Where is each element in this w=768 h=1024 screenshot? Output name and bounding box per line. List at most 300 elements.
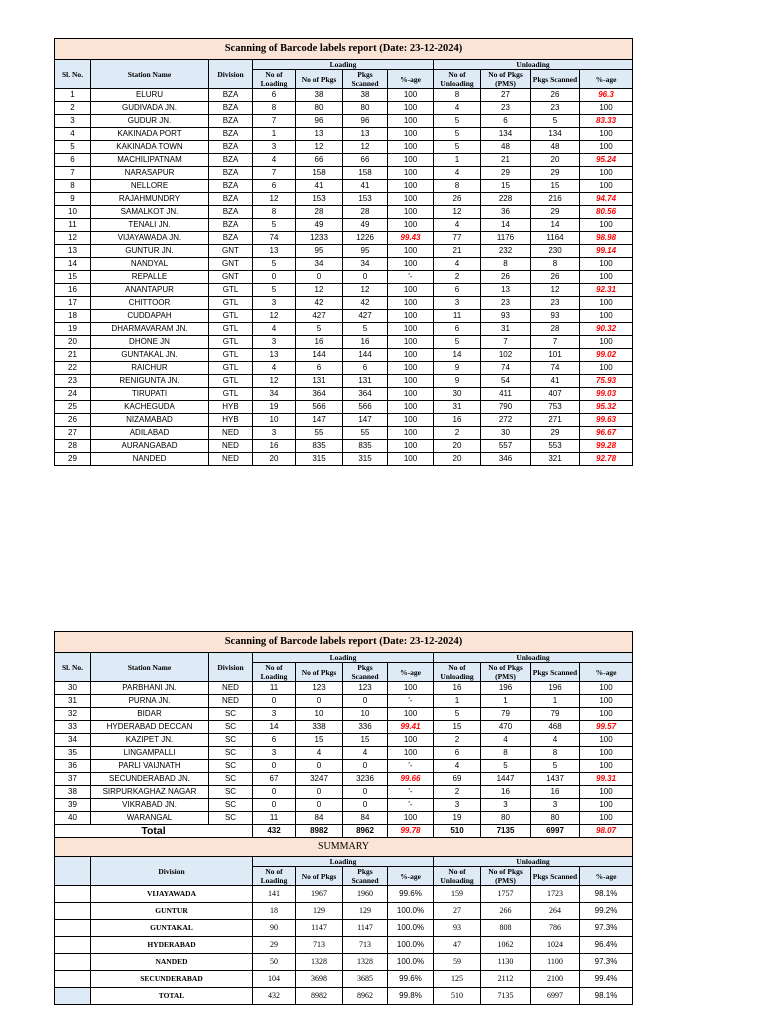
header-loading: Loading	[253, 653, 434, 663]
loading-pct-cell: 99.43	[388, 232, 434, 245]
no-of-pkgs-cell: 12	[296, 284, 343, 297]
total-value: 8982	[296, 825, 343, 838]
summary-value-cell: 1723	[531, 886, 580, 903]
sl-no-cell: 38	[55, 786, 91, 799]
table-row	[55, 375, 633, 388]
no-of-unloading-cell: 20	[434, 453, 481, 466]
summary-blank-cell	[55, 920, 91, 937]
no-of-pkgs-pms-cell: 102	[481, 349, 531, 362]
summary-row	[55, 937, 633, 954]
summary-value-cell: 104	[253, 971, 296, 988]
no-of-unloading-cell: 30	[434, 388, 481, 401]
header-no-of-pkgs-pms: No of Pkgs (PMS)	[481, 70, 531, 89]
unloading-pkgs-scanned-cell: 48	[531, 141, 580, 154]
no-of-pkgs-cell: 49	[296, 219, 343, 232]
total-value: 99.78	[388, 825, 434, 838]
loading-pct-cell: 100	[388, 141, 434, 154]
loading-pct-cell: 100	[388, 734, 434, 747]
summary-value-cell: 264	[531, 903, 580, 920]
no-of-unloading-cell: 2	[434, 271, 481, 284]
no-of-loading-cell: 13	[253, 245, 296, 258]
summary-header-pkgs-scanned: Pkgs Scanned	[343, 867, 388, 886]
no-of-pkgs-cell: 12	[296, 141, 343, 154]
loading-pct-cell: 100	[388, 193, 434, 206]
station-name-cell: TIRUPATI	[91, 388, 209, 401]
pkgs-scanned-cell: 427	[343, 310, 388, 323]
summary-header-pct-unloading: %-age	[580, 867, 633, 886]
sl-no-cell: 32	[55, 708, 91, 721]
division-cell: SC	[209, 773, 253, 786]
division-cell: BZA	[209, 193, 253, 206]
unloading-pkgs-scanned-cell: 4	[531, 734, 580, 747]
summary-value-cell: 3698	[296, 971, 343, 988]
unloading-pkgs-scanned-cell: 28	[531, 323, 580, 336]
total-label: Total	[55, 825, 253, 838]
station-name-cell: LINGAMPALLI	[91, 747, 209, 760]
unloading-pct-cell: 100	[580, 708, 633, 721]
division-cell: GTL	[209, 349, 253, 362]
no-of-unloading-cell: 2	[434, 734, 481, 747]
pkgs-scanned-cell: 41	[343, 180, 388, 193]
no-of-unloading-cell: 19	[434, 812, 481, 825]
no-of-pkgs-pms-cell: 8	[481, 747, 531, 760]
no-of-pkgs-pms-cell: 272	[481, 414, 531, 427]
header-pkgs-scanned: Pkgs Scanned	[343, 663, 388, 682]
pkgs-scanned-cell: 0	[343, 271, 388, 284]
unloading-pkgs-scanned-cell: 14	[531, 219, 580, 232]
header-loading: Loading	[253, 60, 434, 70]
summary-value-cell: 96.4%	[580, 937, 633, 954]
summary-value-cell: 99.6%	[388, 886, 434, 903]
sl-no-cell: 19	[55, 323, 91, 336]
table-row	[55, 773, 633, 786]
loading-pct-cell: 100	[388, 349, 434, 362]
summary-value-cell: 27	[434, 903, 481, 920]
no-of-pkgs-pms-cell: 21	[481, 154, 531, 167]
station-name-cell: REPALLE	[91, 271, 209, 284]
unloading-pct-cell: 100	[580, 141, 633, 154]
no-of-loading-cell: 67	[253, 773, 296, 786]
no-of-pkgs-pms-cell: 74	[481, 362, 531, 375]
no-of-pkgs-cell: 123	[296, 682, 343, 695]
no-of-pkgs-cell: 42	[296, 297, 343, 310]
station-name-cell: AURANGABAD	[91, 440, 209, 453]
summary-blank-cell	[55, 971, 91, 988]
division-cell: HYB	[209, 401, 253, 414]
no-of-unloading-cell: 5	[434, 336, 481, 349]
no-of-pkgs-pms-cell: 196	[481, 682, 531, 695]
pkgs-scanned-cell: 28	[343, 206, 388, 219]
summary-value-cell: 1757	[481, 886, 531, 903]
unloading-pct-cell: 94.74	[580, 193, 633, 206]
unloading-pct-cell: 100	[580, 310, 633, 323]
summary-value-cell: 1328	[343, 954, 388, 971]
sl-no-cell: 15	[55, 271, 91, 284]
loading-pct-cell: 100	[388, 89, 434, 102]
unloading-pct-cell: 100	[580, 760, 633, 773]
station-name-cell: GUDIVADA JN.	[91, 102, 209, 115]
no-of-pkgs-cell: 5	[296, 323, 343, 336]
no-of-unloading-cell: 26	[434, 193, 481, 206]
no-of-pkgs-cell: 4	[296, 747, 343, 760]
unloading-pkgs-scanned-cell: 80	[531, 812, 580, 825]
summary-row	[55, 988, 633, 1005]
station-name-cell: WARANGAL	[91, 812, 209, 825]
no-of-pkgs-cell: 0	[296, 799, 343, 812]
pkgs-scanned-cell: 364	[343, 388, 388, 401]
division-cell: GTL	[209, 388, 253, 401]
summary-value-cell: 713	[343, 937, 388, 954]
sl-no-cell: 29	[55, 453, 91, 466]
summary-division-name: TOTAL	[91, 988, 253, 1005]
unloading-pct-cell: 83.33	[580, 115, 633, 128]
table-row	[55, 414, 633, 427]
summary-value-cell: 266	[481, 903, 531, 920]
no-of-loading-cell: 1	[253, 128, 296, 141]
station-name-cell: HYDERABAD DECCAN	[91, 721, 209, 734]
loading-pct-cell: 100	[388, 115, 434, 128]
pkgs-scanned-cell: 55	[343, 427, 388, 440]
no-of-pkgs-pms-cell: 36	[481, 206, 531, 219]
loading-pct-cell: 100	[388, 682, 434, 695]
no-of-loading-cell: 34	[253, 388, 296, 401]
unloading-pct-cell: 100	[580, 747, 633, 760]
no-of-loading-cell: 12	[253, 375, 296, 388]
no-of-loading-cell: 11	[253, 812, 296, 825]
sl-no-cell: 22	[55, 362, 91, 375]
summary-value-cell: 99.2%	[580, 903, 633, 920]
no-of-loading-cell: 19	[253, 401, 296, 414]
unloading-pct-cell: 96.3	[580, 89, 633, 102]
division-cell: NED	[209, 695, 253, 708]
no-of-pkgs-pms-cell: 54	[481, 375, 531, 388]
header-no-of-pkgs: No of Pkgs	[296, 663, 343, 682]
sl-no-cell: 23	[55, 375, 91, 388]
table-row	[55, 271, 633, 284]
division-cell: BZA	[209, 141, 253, 154]
unloading-pct-cell: 100	[580, 812, 633, 825]
no-of-pkgs-cell: 835	[296, 440, 343, 453]
no-of-pkgs-cell: 13	[296, 128, 343, 141]
table-row	[55, 180, 633, 193]
no-of-pkgs-pms-cell: 1447	[481, 773, 531, 786]
summary-value-cell: 29	[253, 937, 296, 954]
division-cell: BZA	[209, 232, 253, 245]
table-row	[55, 154, 633, 167]
no-of-loading-cell: 7	[253, 167, 296, 180]
summary-division-name: GUNTUR	[91, 903, 253, 920]
table-row	[55, 349, 633, 362]
unloading-pkgs-scanned-cell: 8	[531, 747, 580, 760]
no-of-pkgs-pms-cell: 30	[481, 427, 531, 440]
report-title-2: Scanning of Barcode labels report (Date: 23-12-2024)	[55, 632, 633, 653]
unloading-pkgs-scanned-cell: 5	[531, 760, 580, 773]
summary-value-cell: 1100	[531, 954, 580, 971]
station-report-table-1	[54, 38, 633, 466]
unloading-pct-cell: 99.03	[580, 388, 633, 401]
no-of-unloading-cell: 4	[434, 102, 481, 115]
summary-value-cell: 6997	[531, 988, 580, 1005]
unloading-pct-cell: 95.24	[580, 154, 633, 167]
table-row	[55, 232, 633, 245]
unloading-pkgs-scanned-cell: 468	[531, 721, 580, 734]
division-cell: BZA	[209, 102, 253, 115]
unloading-pct-cell: 100	[580, 167, 633, 180]
pkgs-scanned-cell: 0	[343, 760, 388, 773]
summary-value-cell: 97.3%	[580, 954, 633, 971]
station-name-cell: RAICHUR	[91, 362, 209, 375]
pkgs-scanned-cell: 80	[343, 102, 388, 115]
unloading-pct-cell: 96.67	[580, 427, 633, 440]
no-of-pkgs-pms-cell: 557	[481, 440, 531, 453]
table-row	[55, 401, 633, 414]
station-name-cell: KACHEGUDA	[91, 401, 209, 414]
no-of-pkgs-cell: 315	[296, 453, 343, 466]
table-row	[55, 219, 633, 232]
sl-no-cell: 30	[55, 682, 91, 695]
table-row	[55, 128, 633, 141]
unloading-pkgs-scanned-cell: 1164	[531, 232, 580, 245]
table-row	[55, 245, 633, 258]
pkgs-scanned-cell: 12	[343, 284, 388, 297]
summary-value-cell: 1967	[296, 886, 343, 903]
total-value: 510	[434, 825, 481, 838]
summary-division-name: VIJAYAWADA	[91, 886, 253, 903]
station-name-cell: GUNTAKAL JN.	[91, 349, 209, 362]
no-of-pkgs-pms-cell: 80	[481, 812, 531, 825]
summary-value-cell: 99.8%	[388, 988, 434, 1005]
summary-row	[55, 886, 633, 903]
summary-value-cell: 1024	[531, 937, 580, 954]
summary-row	[55, 903, 633, 920]
pkgs-scanned-cell: 147	[343, 414, 388, 427]
pkgs-scanned-cell: 96	[343, 115, 388, 128]
no-of-unloading-cell: 1	[434, 695, 481, 708]
unloading-pct-cell: 100	[580, 271, 633, 284]
no-of-pkgs-cell: 10	[296, 708, 343, 721]
no-of-loading-cell: 6	[253, 734, 296, 747]
summary-blank-cell	[55, 937, 91, 954]
header-pkgs-scanned: Pkgs Scanned	[343, 70, 388, 89]
division-cell: NED	[209, 440, 253, 453]
summary-header-loading: Loading	[253, 857, 434, 867]
no-of-pkgs-pms-cell: 7	[481, 336, 531, 349]
pkgs-scanned-cell: 153	[343, 193, 388, 206]
unloading-pkgs-scanned-cell: 1	[531, 695, 580, 708]
no-of-pkgs-cell: 0	[296, 786, 343, 799]
loading-pct-cell: 100	[388, 440, 434, 453]
station-name-cell: VIJAYAWADA JN.	[91, 232, 209, 245]
loading-pct-cell: 100	[388, 401, 434, 414]
sl-no-cell: 39	[55, 799, 91, 812]
no-of-pkgs-pms-cell: 29	[481, 167, 531, 180]
header-division: Division	[209, 60, 253, 89]
summary-value-cell: 99.4%	[580, 971, 633, 988]
total-value: 432	[253, 825, 296, 838]
no-of-loading-cell: 6	[253, 180, 296, 193]
unloading-pct-cell: 100	[580, 102, 633, 115]
no-of-pkgs-pms-cell: 16	[481, 786, 531, 799]
unloading-pct-cell: 100	[580, 362, 633, 375]
station-name-cell: ADILABAD	[91, 427, 209, 440]
summary-division-name: SECUNDERABAD	[91, 971, 253, 988]
unloading-pkgs-scanned-cell: 26	[531, 89, 580, 102]
summary-header-no-of-unloading: No of Unloading	[434, 867, 481, 886]
loading-pct-cell: 100	[388, 258, 434, 271]
division-cell: SC	[209, 799, 253, 812]
sl-no-cell: 35	[55, 747, 91, 760]
unloading-pct-cell: 99.31	[580, 773, 633, 786]
station-name-cell: NARASAPUR	[91, 167, 209, 180]
unloading-pct-cell: 100	[580, 219, 633, 232]
summary-value-cell: 129	[343, 903, 388, 920]
loading-pct-cell: 100	[388, 414, 434, 427]
pkgs-scanned-cell: 84	[343, 812, 388, 825]
division-cell: SC	[209, 747, 253, 760]
unloading-pct-cell: 100	[580, 336, 633, 349]
loading-pct-cell: 100	[388, 747, 434, 760]
no-of-pkgs-pms-cell: 228	[481, 193, 531, 206]
summary-blank-cell	[55, 988, 91, 1005]
no-of-loading-cell: 10	[253, 414, 296, 427]
loading-pct-cell: 100	[388, 180, 434, 193]
summary-value-cell: 100.0%	[388, 937, 434, 954]
table-row	[55, 284, 633, 297]
division-cell: BZA	[209, 206, 253, 219]
station-name-cell: TENALI JN.	[91, 219, 209, 232]
no-of-pkgs-cell: 80	[296, 102, 343, 115]
no-of-pkgs-pms-cell: 1176	[481, 232, 531, 245]
unloading-pkgs-scanned-cell: 3	[531, 799, 580, 812]
no-of-pkgs-pms-cell: 93	[481, 310, 531, 323]
table-row	[55, 708, 633, 721]
loading-pct-cell: 100	[388, 206, 434, 219]
station-name-cell: SAMALKOT JN.	[91, 206, 209, 219]
header-unloading: Unloading	[434, 60, 633, 70]
station-name-cell: SECUNDERABAD JN.	[91, 773, 209, 786]
no-of-loading-cell: 5	[253, 219, 296, 232]
station-name-cell: DHONE JN	[91, 336, 209, 349]
summary-value-cell: 97.3%	[580, 920, 633, 937]
summary-value-cell: 1960	[343, 886, 388, 903]
unloading-pkgs-scanned-cell: 12	[531, 284, 580, 297]
no-of-pkgs-pms-cell: 470	[481, 721, 531, 734]
no-of-pkgs-cell: 41	[296, 180, 343, 193]
no-of-loading-cell: 8	[253, 206, 296, 219]
no-of-unloading-cell: 3	[434, 297, 481, 310]
no-of-unloading-cell: 77	[434, 232, 481, 245]
station-name-cell: GUDUR JN.	[91, 115, 209, 128]
pkgs-scanned-cell: 835	[343, 440, 388, 453]
loading-pct-cell: 100	[388, 245, 434, 258]
division-cell: GTL	[209, 310, 253, 323]
header-no-of-pkgs: No of Pkgs	[296, 70, 343, 89]
table-row	[55, 193, 633, 206]
table-row	[55, 89, 633, 102]
summary-value-cell: 7135	[481, 988, 531, 1005]
unloading-pkgs-scanned-cell: 196	[531, 682, 580, 695]
no-of-loading-cell: 20	[253, 453, 296, 466]
loading-pct-cell: 100	[388, 708, 434, 721]
loading-pct-cell: 100	[388, 310, 434, 323]
no-of-loading-cell: 4	[253, 323, 296, 336]
no-of-pkgs-pms-cell: 15	[481, 180, 531, 193]
division-cell: GTL	[209, 323, 253, 336]
header-no-of-unloading: No of Unloading	[434, 663, 481, 682]
summary-blank-cell	[55, 954, 91, 971]
table-row	[55, 336, 633, 349]
sl-no-cell: 17	[55, 297, 91, 310]
no-of-pkgs-cell: 153	[296, 193, 343, 206]
unloading-pct-cell: 99.57	[580, 721, 633, 734]
table-row	[55, 323, 633, 336]
no-of-pkgs-cell: 38	[296, 89, 343, 102]
sl-no-cell: 24	[55, 388, 91, 401]
summary-header-no-of-pkgs-pms: No of Pkgs (PMS)	[481, 867, 531, 886]
sl-no-cell: 2	[55, 102, 91, 115]
header-unloading: Unloading	[434, 653, 633, 663]
no-of-pkgs-pms-cell: 23	[481, 297, 531, 310]
unloading-pct-cell: 100	[580, 734, 633, 747]
station-name-cell: CUDDAPAH	[91, 310, 209, 323]
no-of-pkgs-cell: 66	[296, 154, 343, 167]
header-pkgs-scanned-unloading: Pkgs Scanned	[531, 663, 580, 682]
summary-value-cell: 786	[531, 920, 580, 937]
table-row	[55, 362, 633, 375]
total-value: 98.07	[580, 825, 633, 838]
station-name-cell: ELURU	[91, 89, 209, 102]
no-of-loading-cell: 4	[253, 362, 296, 375]
no-of-pkgs-pms-cell: 5	[481, 760, 531, 773]
summary-value-cell: 8982	[296, 988, 343, 1005]
table-row	[55, 310, 633, 323]
pkgs-scanned-cell: 0	[343, 786, 388, 799]
summary-value-cell: 2112	[481, 971, 531, 988]
loading-pct-cell: 100	[388, 453, 434, 466]
loading-pct-cell: '-	[388, 799, 434, 812]
station-name-cell: PARBHANI JN.	[91, 682, 209, 695]
no-of-pkgs-cell: 427	[296, 310, 343, 323]
no-of-loading-cell: 14	[253, 721, 296, 734]
no-of-unloading-cell: 9	[434, 362, 481, 375]
pkgs-scanned-cell: 131	[343, 375, 388, 388]
summary-header-unloading: Unloading	[434, 857, 633, 867]
no-of-unloading-cell: 4	[434, 258, 481, 271]
no-of-pkgs-pms-cell: 23	[481, 102, 531, 115]
station-name-cell: MACHILIPATNAM	[91, 154, 209, 167]
station-name-cell: CHITTOOR	[91, 297, 209, 310]
no-of-loading-cell: 12	[253, 310, 296, 323]
unloading-pct-cell: 100	[580, 180, 633, 193]
no-of-unloading-cell: 5	[434, 708, 481, 721]
no-of-pkgs-cell: 95	[296, 245, 343, 258]
pkgs-scanned-cell: 13	[343, 128, 388, 141]
unloading-pkgs-scanned-cell: 93	[531, 310, 580, 323]
no-of-pkgs-pms-cell: 790	[481, 401, 531, 414]
sl-no-cell: 6	[55, 154, 91, 167]
no-of-unloading-cell: 8	[434, 180, 481, 193]
header-pct-unloading: %-age	[580, 70, 633, 89]
no-of-pkgs-pms-cell: 48	[481, 141, 531, 154]
unloading-pkgs-scanned-cell: 26	[531, 271, 580, 284]
unloading-pct-cell: 75.93	[580, 375, 633, 388]
unloading-pkgs-scanned-cell: 8	[531, 258, 580, 271]
sl-no-cell: 10	[55, 206, 91, 219]
no-of-pkgs-pms-cell: 27	[481, 89, 531, 102]
sl-no-cell: 7	[55, 167, 91, 180]
station-name-cell: NANDED	[91, 453, 209, 466]
unloading-pkgs-scanned-cell: 134	[531, 128, 580, 141]
